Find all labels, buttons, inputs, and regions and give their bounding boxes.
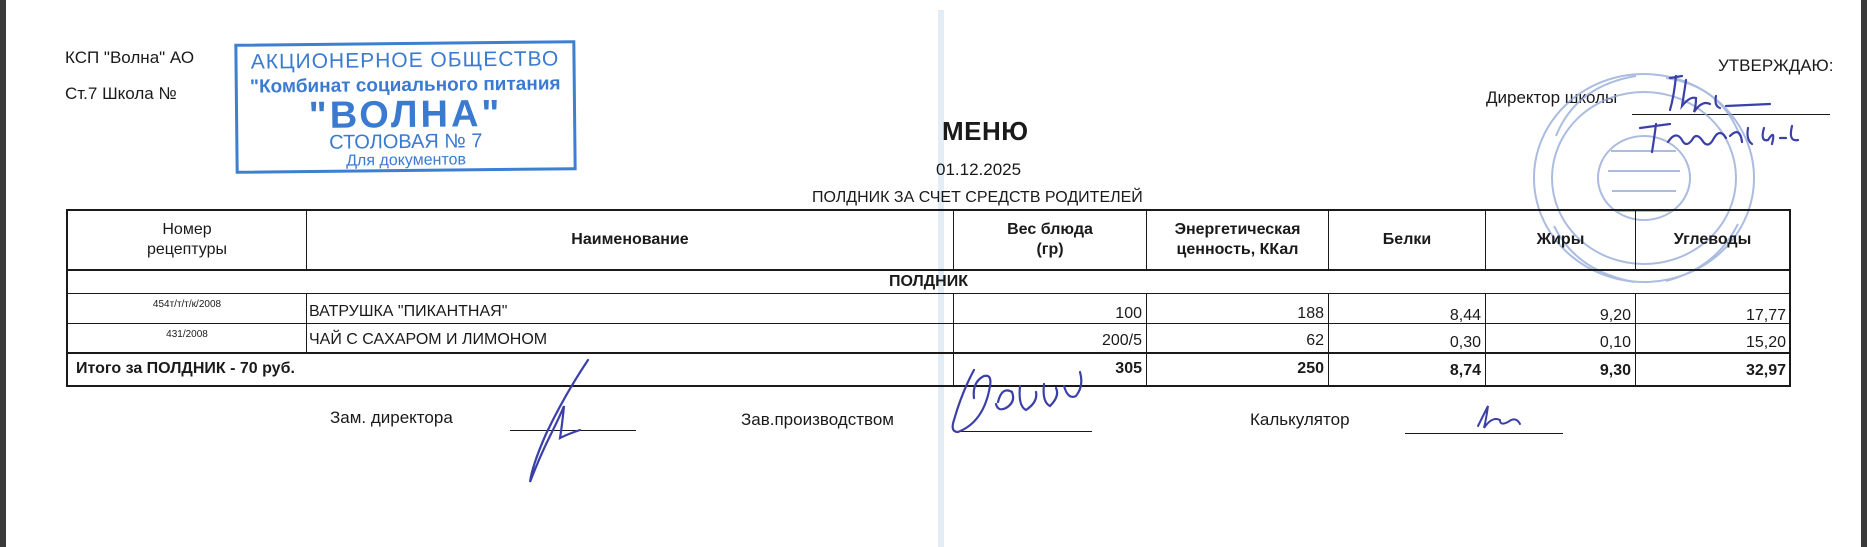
total-weight: 305 [1115,360,1142,377]
menu-subtitle: ПОЛДНИК ЗА СЧЕТ СРЕДСТВ РОДИТЕЛЕЙ [812,189,1143,206]
header-energy-line1: Энергетическая [1174,221,1301,238]
row-weight: 200/5 [1101,332,1142,349]
header-protein: Белки [1382,231,1432,248]
header-energy-line2: ценность, ККал [1176,241,1299,258]
row-recipe: 431/2008 [166,329,208,340]
stamp-line-1: АКЦИОНЕРНОЕ ОБЩЕСТВО [250,47,560,74]
menu-title: МЕНЮ [942,116,1029,146]
header-name: Наименование [571,231,689,248]
total-label: Итого за ПОЛДНИК - 70 руб. [76,360,295,377]
row-name: ВАТРУШКА "ПИКАНТНАЯ" [309,303,508,320]
row-protein: 0,30 [1449,334,1481,351]
row-energy: 188 [1297,305,1324,322]
header-energy [1147,211,1328,269]
header-recipe [68,211,306,269]
row-carbs: 15,20 [1745,334,1786,351]
header-fat: Жиры [1536,231,1585,248]
header-recipe-line2: рецептуры [146,241,228,258]
menu-table [66,209,1791,387]
deputy-signature-icon [520,356,600,490]
row-carbs: 17,77 [1745,307,1786,324]
production-signature-icon [944,362,1094,442]
director-signature-icon [1630,66,1830,156]
scan-edge-left [0,0,6,547]
row-recipe: 454т/т/т/к/2008 [152,299,222,310]
stamp-line-3: "ВОЛНА" [308,92,503,138]
school-name: Ст.7 Школа № [65,84,177,103]
total-protein: 8,74 [1449,362,1481,379]
section-title: ПОЛДНИК [889,273,968,290]
production-label: Зав.производством [741,410,894,429]
row-protein: 8,44 [1449,307,1481,324]
stamp-line-5: Для документов [346,151,467,170]
calculator-label: Калькулятор [1250,410,1350,429]
row-name: ЧАЙ С САХАРОМ И ЛИМОНОМ [309,331,548,348]
header-weight-line2: (гр) [1036,241,1064,258]
section-divider [68,293,1789,294]
total-carbs: 32,97 [1745,362,1786,379]
stamp-line-4: СТОЛОВАЯ № 7 [329,130,483,154]
row-energy: 62 [1306,332,1324,349]
calculator-signature-icon [1470,400,1530,434]
deputy-label: Зам. директора [330,408,453,427]
total-fat: 9,30 [1599,362,1631,379]
row-fat: 0,10 [1599,334,1631,351]
header-weight-line1: Вес блюда [1007,221,1093,238]
stamp-line-2: "Комбинат социального питания [249,73,561,98]
total-divider [68,352,1789,354]
header-recipe-line1: Номер [162,221,212,238]
row-fat: 9,20 [1599,307,1631,324]
total-energy: 250 [1297,360,1324,377]
org-name: КСП "Волна" АО [65,48,195,67]
company-stamp [234,40,576,174]
menu-date: 01.12.2025 [936,160,1022,179]
approval-label: УТВЕРЖДАЮ: [1718,56,1834,75]
header-weight [954,211,1146,269]
approval-position: Директор школы [1486,88,1618,107]
row-weight: 100 [1115,305,1142,322]
header-carbs: Углеводы [1673,231,1752,248]
scan-edge-right [1861,0,1867,547]
